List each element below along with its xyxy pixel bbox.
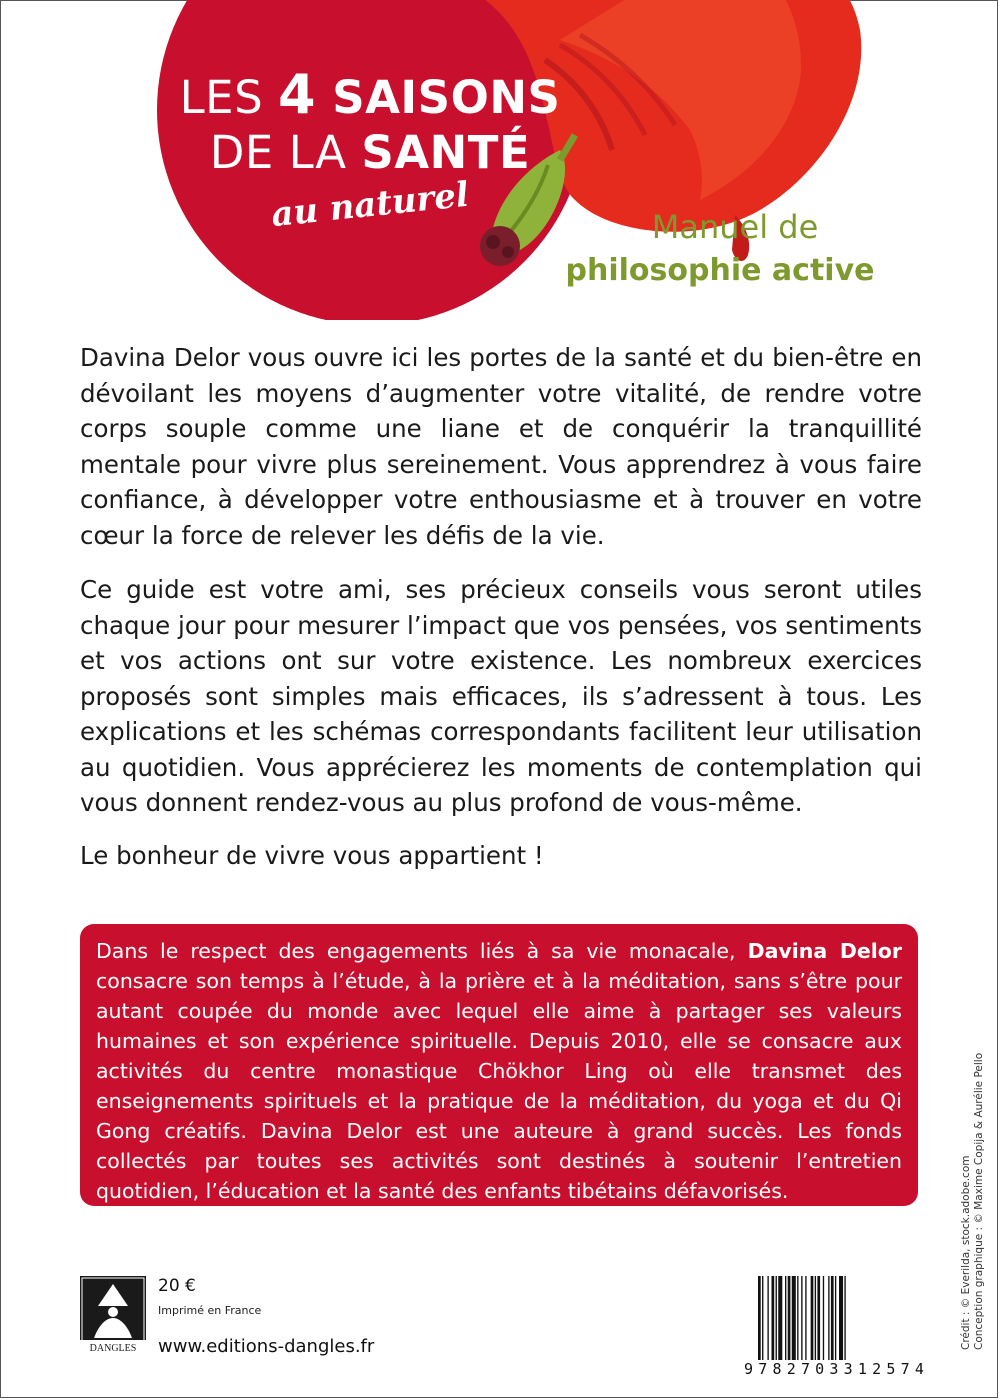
barcode-bar [785,1276,786,1360]
barcode-bar [805,1276,806,1360]
publisher-logo-text: DANGLES [89,1343,137,1354]
isbn-digit: 7 [800,1360,810,1378]
image-credits [960,1010,986,1350]
description-paragraph-2: Ce guide est votre ami, ses précieux conseils vous seront utiles chaque jour pour mesurer l’impact que vos pensées, vos sentiments et vos actions ont sur votre existence. Les nombreux exercices proposés sont simples mais efficaces, ils s’adressent à tous. Les explications et les schémas correspondants facilitent leur utilisation au quotidien. Vous apprécierez les moments de contemplation qui vous donnent rendez-vous au plus profond de vous-même. [80,575,922,817]
barcode-bar [776,1276,777,1360]
isbn-digit: 0 [815,1360,825,1378]
barcode-bar [823,1276,824,1360]
isbn-digit: 2 [872,1360,882,1378]
barcode-bar [835,1276,836,1360]
barcode-bar [772,1276,775,1360]
isbn-digit: 1 [857,1360,867,1378]
barcode-bar [758,1276,761,1360]
credit-line-1: Crédit : © Everilda, stock.adobe.com [960,1155,972,1350]
subtitle-line-2: philosophie active [565,253,875,288]
isbn-number [744,1360,924,1378]
isbn-digit: 2 [786,1360,796,1378]
isbn-digit: 3 [829,1360,839,1378]
barcode-bar [762,1276,763,1360]
barcode-bar [839,1276,843,1360]
isbn-digit: 9 [744,1360,754,1378]
isbn-barcode [756,1276,922,1360]
barcode-bar [817,1276,820,1360]
barcode-bar [788,1276,791,1360]
credit-line-2: Conception graphique : © Maxime Copija & Aurélie Pello [973,1052,985,1350]
barcode-bar [811,1276,814,1360]
price: 20 € [158,1276,196,1296]
isbn-digit: 3 [843,1360,853,1378]
barcode-bar [792,1276,796,1360]
isbn-digit: 8 [772,1360,782,1378]
barcode-bar [797,1276,798,1360]
description-paragraph-1: Davina Delor vous ouvre ici les portes de la santé et du bien-être en dévoilant les moyens d’augmenter votre vitalité, de rendre votre corps souple comme une liane et de conquérir la tranquillité mentale pour vivre plus sereinement. Vous apprendrez à vous faire confiance, à développer votre enthousiasme et à trouver en votre cœur la force de relever les défis de la vie. [80,343,922,550]
title-line-1: LES 4 SAISONS [179,63,561,126]
author-name: Davina Delor [747,939,902,963]
barcode-bar [828,1276,829,1360]
isbn-digit: 7 [758,1360,768,1378]
isbn-digit: 7 [900,1360,910,1378]
author-bio-box [80,924,918,1206]
title-script: au naturel [269,174,471,236]
barcode-bar [815,1276,816,1360]
publisher-logo [80,1276,146,1354]
description-paragraph-3: Le bonheur de vivre vous appartient ! [80,841,544,870]
isbn-digit: 4 [914,1360,924,1378]
title-line-2: DE LA SANTÉ [209,126,531,179]
author-bio-text: Dans le respect des engagements liés à sa vie monacale, Davina Delor consacre son temps à l’étude, à la prière et à la méditation, sans s’être pour autant coupée du monde avec lequel elle aime à partager ses valeurs humaines et son expérience spirituelle. Depuis 2010, elle se consacre aux activités du centre monastique Chökhor Ling où elle transmet des enseignements spirituels et la pratique de la méditation, du yoga et du Qi Gong créatifs. Davina Delor est une auteure à grand succès. Les fonds collectés par toutes ses activités sont destinés à soutenir l’entretien quotidien, l’éducation et la santé des enfants tibétains défavorisés. [96,939,902,1203]
printed-in: Imprimé en France [158,1304,262,1317]
isbn-digit: 5 [886,1360,896,1378]
barcode-bar [801,1276,802,1360]
barcode-bar [767,1276,768,1360]
publisher-website: www.editions-dangles.fr [158,1336,375,1357]
barcode-bar [778,1276,782,1360]
subtitle-line-1: Manuel de [651,208,819,246]
barcode-bar [831,1276,834,1360]
barcode-bar [844,1276,845,1360]
